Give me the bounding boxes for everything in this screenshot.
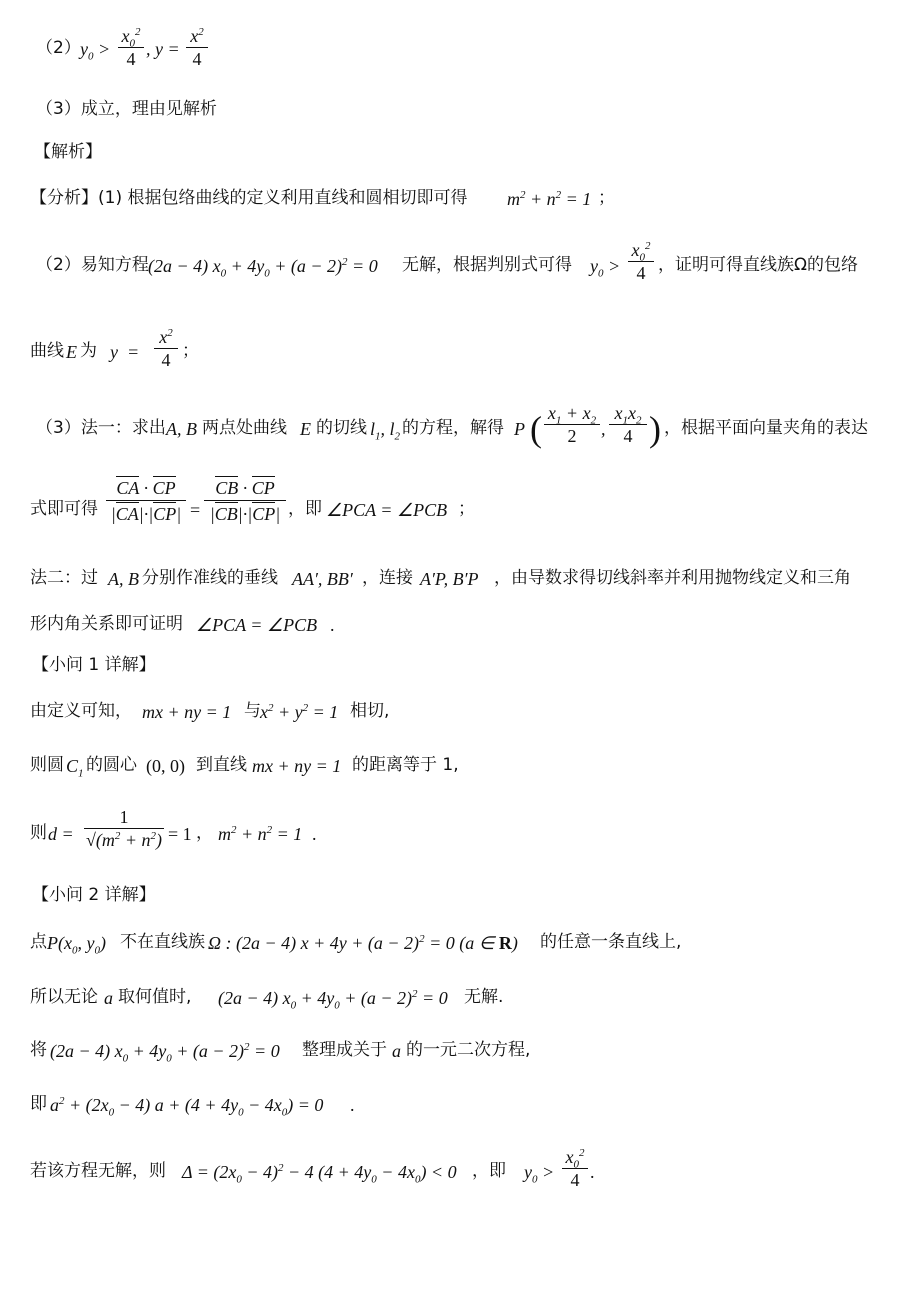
math-d-eq: d = [48, 824, 74, 844]
analysis-part2-text-a: （2）易知方程 [36, 255, 149, 275]
fraction-vector-angle-left: CA · CP |CA|·|CP| [106, 477, 186, 526]
fraction-xsq-over-4: $x^2$ 4 [186, 26, 208, 69]
sub-question-1-heading-text: 【小问 1 详解】 [32, 655, 156, 675]
paren-close: ) [649, 409, 661, 449]
analysis-part3-text-e: ，根据平面向量夹角的表达 [664, 418, 868, 438]
q2-text-b: 不在直线族 [120, 932, 205, 952]
math-A-B-2: A, B [108, 569, 139, 589]
analysis-is-text: 为 [80, 341, 97, 361]
math-P: P [514, 419, 525, 439]
fraction-x1-plus-x2-over-2: $x_1 + x_2$ 2 [544, 403, 600, 446]
math-comma-y-eq: , y = [146, 39, 180, 59]
math-eq-1: = 1 [168, 824, 192, 844]
semicolon-2: ； [182, 341, 199, 361]
analysis-formula-text: 式即可得 [30, 499, 98, 519]
q2-text-c: 的任意一条直线上, [540, 932, 682, 952]
analysis-part3-text-a: （3）法一：求出 [36, 418, 166, 438]
math-y0-gt-2: $y_0$ > [590, 256, 621, 280]
period-2: . [312, 824, 317, 844]
q2-text-i: 的一元二次方程, [406, 1040, 531, 1060]
q2-text-a: 点 [30, 932, 47, 952]
fraction-x0sq-over-4-c: $x_0^2$ 4 [562, 1147, 588, 1190]
analysis-part3-text-b: 两点处曲线 [202, 418, 287, 438]
semicolon-3: ； [458, 499, 475, 519]
math-discriminant: $\Delta = (2x_0 - 4)^2 - 4$ $(4 + 4y_0 - 4x_0) < 0$ [182, 1162, 457, 1186]
q2-text-d: 所以无论 [30, 987, 98, 1007]
semicolon: ； [598, 188, 615, 208]
math-C1: $C_1$ [66, 756, 84, 780]
fraction-xsq-over-4-b: $x^2$ 4 [154, 327, 178, 370]
analysis-part2-text-c: ，证明可得直线族Ω的包络 [658, 255, 858, 275]
analysis-part3-text-d: 的方程，解得 [402, 418, 504, 438]
math-P-x0-y0: $P(x_0$, $y_0$) [47, 933, 106, 957]
analysis-part3-text-c: 的切线 [316, 418, 367, 438]
q1-text-e: 的圆心 [86, 755, 137, 775]
q1-text-f: 到直线 [196, 755, 247, 775]
math-m2-n2-1: $m^2 + n^2 = 1$ [218, 824, 303, 844]
q1-text-c: 相切, [350, 701, 390, 721]
answer-3-text: （3）成立，理由见解析 [36, 99, 217, 119]
q2-text-g: 将 [30, 1040, 47, 1060]
q1-text-d: 则圆 [30, 755, 64, 775]
math-equation-2a: (2a − 4) $x_0 + 4y_0 + (a - 2)^2 = 0$ [148, 256, 378, 280]
method-two-text-a: 法二：过 [30, 568, 98, 588]
q1-text-h: 则 [30, 823, 47, 843]
analysis-heading-text: 【解析】 [34, 142, 102, 162]
math-E-2: E [300, 419, 311, 439]
fraction-x1x2-over-4: $x_1x_2$ 4 [609, 403, 647, 446]
q1-text-g: 的距离等于 1, [352, 755, 459, 775]
math-y-eq: y = [110, 342, 140, 362]
math-a: a [104, 988, 113, 1008]
paren-open: ( [530, 409, 542, 449]
q2-text-l: ，即 [472, 1161, 506, 1181]
comma: , [601, 419, 606, 439]
math-AP-BP: A′P, B′P [420, 569, 479, 589]
q1-text-b: 与 [244, 701, 261, 721]
math-line-family: Ω : (2a − 4) $x + 4y + (a - 2)^2 = 0$ (a ∈ R) [208, 933, 518, 953]
math-circle-eq: $x^2 + y^2 = 1$ [260, 702, 339, 722]
fraction-distance: 1 $√(m^2 + n^2)$ [85, 807, 163, 850]
answer-2-label: （2） [36, 38, 81, 58]
period-3: . [350, 1095, 355, 1115]
q2-text-j: 即 [30, 1094, 47, 1114]
math-angle-PCA-PCB: ∠PCA = ∠PCB [326, 500, 448, 520]
method-two-text-c: ，连接 [362, 568, 413, 588]
math-l1-l2: $l_1$, $l_2$ [370, 419, 401, 443]
q1-text-a: 由定义可知， [30, 701, 132, 721]
math-equals: = [190, 500, 201, 520]
math-equation-2a-b: (2a − 4) $x_0 + 4y_0 + (a - 2)^2 = 0$ [218, 988, 448, 1012]
period: . [330, 615, 335, 635]
math-y0-gt: $y_0$ > [80, 39, 111, 63]
math-m2-plus-n2: $m^2 + n^2 = 1$ [507, 189, 592, 209]
math-A-B: A, B [166, 419, 197, 439]
q2-text-h: 整理成关于 [302, 1040, 387, 1060]
math-mx-ny-1-b: mx + ny = 1 [252, 756, 342, 776]
analysis-curve-text: 曲线 [30, 341, 64, 361]
math-a-2: a [392, 1041, 401, 1061]
method-two-text-d: ，由导数求得切线斜率并利用抛物线定义和三角 [494, 568, 851, 588]
math-E: E [66, 342, 77, 362]
math-origin: (0, 0) [146, 756, 185, 776]
math-mx-ny-1: mx + ny = 1 [142, 702, 232, 722]
fraction-vector-angle-right: CB · CP |CB|·|CP| [204, 477, 286, 526]
sub-question-2-heading-text: 【小问 2 详解】 [32, 885, 156, 905]
math-equation-2a-c: (2a − 4) $x_0 + 4y_0 + (a - 2)^2 = 0$ [50, 1041, 280, 1065]
fraction-x0sq-over-4: $x_0^2$ 4 [118, 26, 144, 69]
method-two-text-e: 形内角关系即可证明 [30, 614, 183, 634]
q2-text-k: 若该方程无解，则 [30, 1161, 166, 1181]
fraction-x0sq-over-4-b: $x_0^2$ 4 [628, 240, 654, 283]
q2-text-f: 无解. [464, 987, 504, 1007]
math-AA-BB: AA′, BB′ [292, 569, 353, 589]
analysis-part2-text-b: 无解，根据判别式可得 [402, 255, 572, 275]
math-quadratic: $a^2 + (2x_0 - 4) a + (4 + 4y_0 - 4x_0) = 0$ [50, 1095, 324, 1119]
period-4: . [590, 1162, 595, 1182]
comma-2: ， [196, 823, 213, 843]
math-angle-PCA-PCB-2: ∠PCA = ∠PCB [196, 615, 318, 635]
q2-text-e: 取何值时, [118, 987, 192, 1007]
analysis-part1-text: 【分析】(1) 根据包络曲线的定义利用直线和圆相切即可得 [30, 188, 468, 208]
analysis-then-text: ，即 [288, 499, 322, 519]
method-two-text-b: 分别作准线的垂线 [142, 568, 278, 588]
math-y0-gt-3: $y_0$ > [524, 1162, 555, 1186]
